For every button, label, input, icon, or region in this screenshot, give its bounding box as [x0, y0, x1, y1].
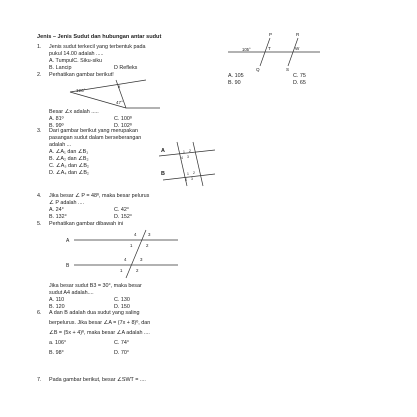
q3-option-c: C. ∠A₃ dan ∠B₂: [49, 163, 90, 169]
q4-option-c: C. 42°: [114, 207, 130, 213]
q4-option-d: D. 152°: [114, 214, 133, 220]
point-label-q: Q: [256, 67, 260, 72]
q3-number: 3.: [37, 128, 42, 134]
a4-label: 4: [134, 232, 137, 237]
q2-option-a: A. 81º: [49, 116, 64, 122]
q3-line-1: Dari gambar berikut yang merupakan: [49, 128, 138, 134]
q6-number: 6.: [37, 310, 42, 316]
q5-after-1: Jika besar sudut B3 = 30°, maka besar: [49, 283, 142, 289]
b4-label: 4: [124, 257, 127, 262]
q2-option-c: C. 100º: [114, 116, 132, 122]
b1-label: 1: [187, 172, 189, 176]
point-label-b: B: [161, 171, 165, 177]
q7-number: 7.: [37, 377, 42, 383]
q3-option-b: B. ∠A₂ dan ∠B₂: [49, 156, 89, 162]
q4-option-b: B. 132°: [49, 214, 67, 220]
right-option-b: B. 90: [228, 80, 241, 86]
b4-label: 4: [185, 178, 187, 182]
point-label-a: A: [161, 148, 165, 154]
q6-line-3: ∠B = (5x + 4)º, maka besar ∠A adalah ....: [49, 330, 150, 336]
right-option-a: A. 105: [228, 73, 244, 79]
q5-option-a: A. 110: [49, 297, 65, 303]
q5-number: 5.: [37, 221, 42, 227]
angle-label-105: 105°: [242, 47, 251, 52]
point-label-t: T: [268, 46, 271, 51]
q5-option-d: D. 150: [114, 304, 130, 310]
b2-label: 2: [136, 268, 139, 273]
q5-after-2: sudut A4 adalah....: [49, 290, 94, 296]
q7-line-1: Pada gambar berikut, besar ∠SWT = ....: [49, 377, 146, 383]
a3-label: 3: [187, 155, 189, 159]
q1-option-d: D Refleks: [114, 65, 138, 71]
q1-line-2: pukul 14.00 adalah .....: [49, 51, 104, 57]
q4-option-a: A. 24°: [49, 207, 64, 213]
q2-number: 2.: [37, 72, 42, 78]
point-label-w: W: [295, 46, 300, 51]
right-option-d: D. 65: [293, 80, 306, 86]
point-label-p: P: [269, 32, 273, 37]
q5-line-1: Perhatikan gambar dibawah ini: [49, 221, 124, 227]
b3-label: 3: [191, 177, 193, 181]
b2-label: 2: [193, 171, 195, 175]
angle-label-47: 47°: [116, 100, 123, 105]
a2-label: 2: [146, 243, 149, 248]
right-option-c: C. 75: [293, 73, 306, 79]
q6-option-c: C. 74°: [114, 340, 130, 346]
q1-line-1: Jenis sudut terkecil yang terbentuk pada: [49, 44, 146, 50]
q4-number: 4.: [37, 193, 42, 199]
a4-label: 4: [181, 156, 183, 160]
triangle-figure: [60, 78, 170, 112]
q2-line-1: Perhatikan gambar berikut!: [49, 72, 114, 78]
b3-label: 3: [140, 257, 143, 262]
q4-line-1: Jika besar ∠ P = 48º, maka besar pelurus: [49, 193, 150, 199]
q6-option-d: D. 70°: [114, 350, 130, 356]
a2-label: 2: [189, 149, 191, 153]
q1-number: 1.: [37, 44, 42, 50]
a1-label: 1: [130, 243, 133, 248]
q3-option-d: D. ∠A₄ dan ∠B₂: [49, 170, 90, 176]
line-label-a: A: [66, 238, 70, 244]
point-label-r: R: [296, 32, 300, 37]
angle-label-126: 126°: [76, 88, 86, 93]
q6-option-a: a. 106°: [49, 340, 67, 346]
parallel-lines-figure-q3: [155, 140, 217, 188]
q6-line-1: A dan B adalah dua sudut yang saling: [49, 310, 140, 316]
q3-line-3: adalah ...: [49, 142, 72, 148]
a3-label: 3: [148, 232, 151, 237]
q6-line-2: berpelurus. Jika besar ∠A = (7x + 8)º, dan: [49, 320, 151, 326]
q6-option-b: B. 98°: [49, 350, 64, 356]
q2-option-b: B. 99º: [49, 123, 64, 129]
q1-option-b: B. Lancip: [49, 65, 72, 71]
q2-question: Besar ∠x adalah .....: [49, 109, 99, 115]
q2-option-d: D. 102º: [114, 123, 132, 129]
q5-option-b: B. 120: [49, 304, 65, 310]
a1-label: 1: [183, 150, 185, 154]
line-label-b: B: [66, 263, 70, 269]
q3-option-a: A. ∠A₁ dan ∠B₁: [49, 149, 89, 155]
angle-label-x: x: [118, 84, 121, 89]
parallel-lines-figure-q5: [60, 228, 185, 280]
b1-label: 1: [120, 268, 123, 273]
q1-option-ac: A. TumpulC. Siku-siku: [49, 58, 103, 64]
worksheet-title: Jenis – Jenis Sudut dan hubungan antar sudut: [37, 34, 162, 40]
angle-figure-right: [226, 30, 322, 72]
q3-line-2: pasangan sudut dalam berseberangan: [49, 135, 142, 141]
point-label-s: S: [286, 67, 290, 72]
q4-line-2: ∠ P adalah ....: [49, 200, 85, 206]
q5-option-c: C. 130: [114, 297, 130, 303]
